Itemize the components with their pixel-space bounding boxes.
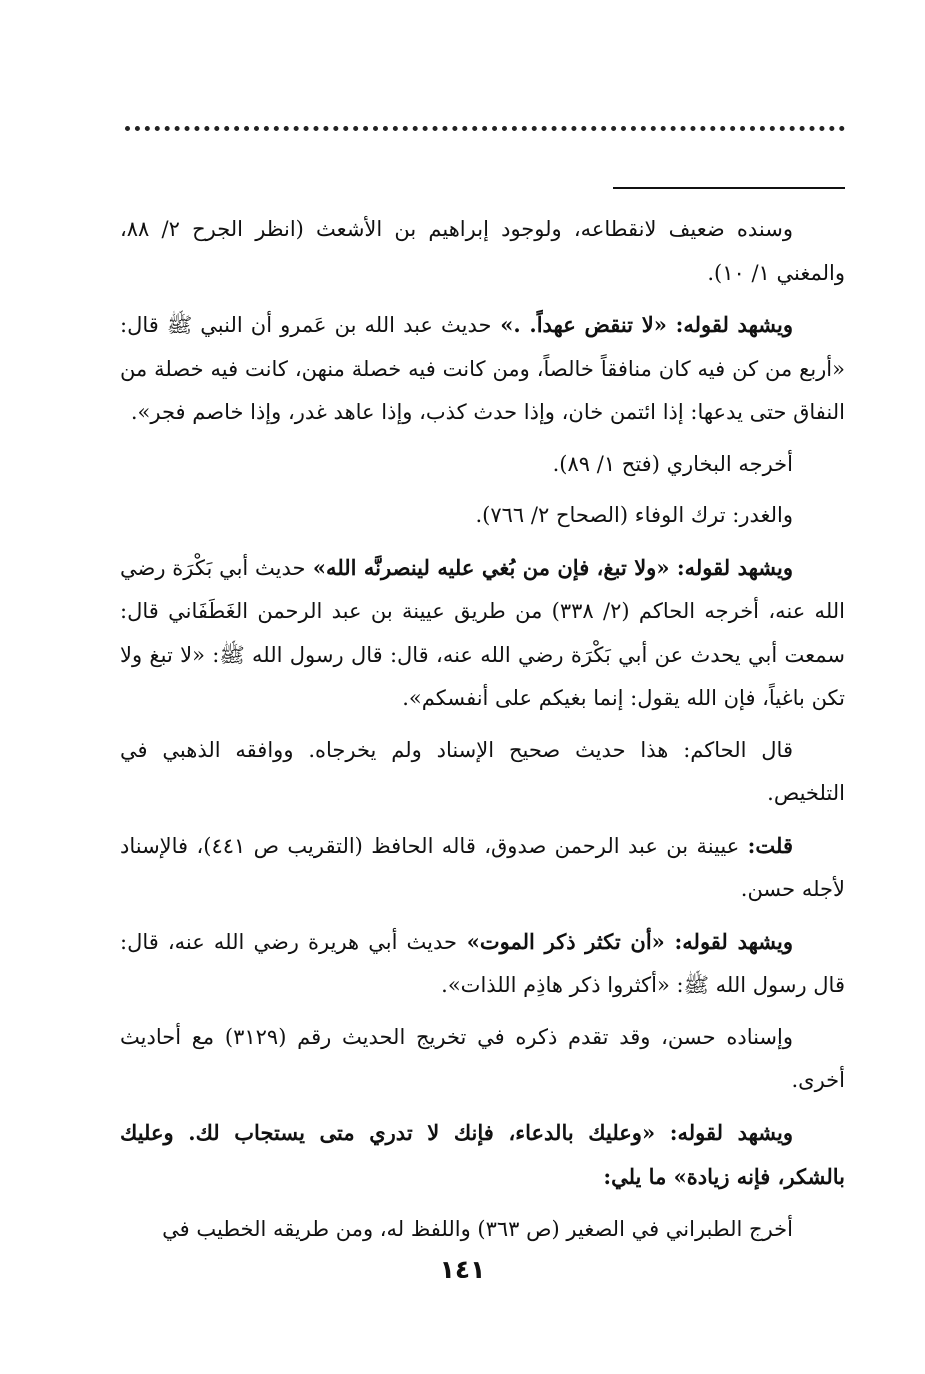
paragraph-5-lead: ويشهد لقوله: <box>676 554 793 580</box>
paragraph-6-text: قال الحاكم: هذا حديث صحيح الإسناد ولم يخرجاه. ووافقه الذهبي في التلخيص. <box>120 737 845 805</box>
paragraph-8-text: حديث أبي هريرة رضي الله عنه، قال: قال رسول الله ﷺ: «أكثروا ذكر هاذِم اللذات». <box>120 929 845 997</box>
paragraph-6 <box>120 729 845 816</box>
paragraph-5 <box>120 546 845 721</box>
paragraph-10 <box>120 1111 845 1200</box>
paragraph-7 <box>120 824 845 912</box>
paragraph-9-text: وإسناده حسن، وقد تقدم ذكره في تخريج الحديث رقم (٣١٢٩) مع أحاديث أخرى. <box>120 1024 845 1092</box>
paragraph-11-text: أخرج الطبراني في الصغير (ص ٣٦٣) واللفظ له، ومن طريقه الخطيب في <box>162 1216 793 1241</box>
paragraph-10-quote: «وعليك بالدعاء، فإنك لا تدري متى يستجاب لك. وعليك بالشكر، فإنه زيادة» ما يلي: <box>120 1119 845 1189</box>
paragraph-11 <box>120 1208 845 1252</box>
paragraph-8-quote: «أن تكثر ذكر الموت» <box>457 928 675 954</box>
paragraph-2-text: حديث عبد الله بن عَمرو أن النبي ﷺ قال: «أربع من كن فيه كان منافقاً خالصاً، ومن كانت فيه خصلة منهن، كانت فيه خصلة من النفاق حتى يدعها: إذا ائتمن خان، وإذا حدث كذب، وإذا عاهد غدر، وإذا خاصم فجر». <box>120 313 845 424</box>
paragraph-1 <box>120 208 845 295</box>
paragraph-8-lead: ويشهد لقوله: <box>674 928 793 954</box>
page-number: ١٤١ <box>439 1255 486 1284</box>
paragraph-3 <box>120 443 845 487</box>
paragraph-7-lead: قلت: <box>747 832 793 858</box>
paragraph-1-text: وسنده ضعيف لانقطاعه، ولوجود إبراهيم بن الأشعث (انظر الجرح ٢/ ٨٨، والمغني ١/ ١٠). <box>120 217 845 285</box>
paragraph-2-lead: ويشهد لقوله: <box>675 312 793 337</box>
paragraph-3-text: أخرجه البخاري (فتح ١/ ٨٩). <box>552 451 793 476</box>
top-dotted-separator <box>125 126 845 131</box>
paragraph-9 <box>120 1016 845 1103</box>
paragraph-5-quote: «ولا تبغ، فإن من بُغي عليه لينصرنَّه الله» <box>305 554 677 580</box>
paragraph-7-text: عيينة بن عبد الرحمن صدوق، قاله الحافظ (التقريب ص ٤٤١)، فالإسناد لأجله حسن. <box>120 833 845 901</box>
paragraph-5-text: حديث أبي بَكْرَة رضي الله عنه، أخرجه الحاكم (٢/ ٣٣٨) من طريق عيينة بن عبد الرحمن الغَطَفَاني قال: سمعت أبي يحدث عن أبي بَكْرَة رضي الله عنه، قال: قال رسول الله ﷺ: «لا تبغ ولا تكن باغياً، فإن الله يقول: إنما بغيكم على أنفسكم». <box>120 555 846 710</box>
paragraph-8 <box>120 920 845 1008</box>
page-body <box>120 208 845 1259</box>
footnote-rule <box>613 187 845 189</box>
paragraph-10-lead: ويشهد لقوله: <box>669 1119 793 1145</box>
paragraph-2 <box>120 303 845 435</box>
paragraph-4 <box>120 494 845 538</box>
paragraph-2-quote: «لا تنقض عهداً. .» <box>491 312 676 337</box>
paragraph-4-text: والغدر: ترك الوفاء (الصحاح ٢/ ٧٦٦). <box>475 503 793 527</box>
